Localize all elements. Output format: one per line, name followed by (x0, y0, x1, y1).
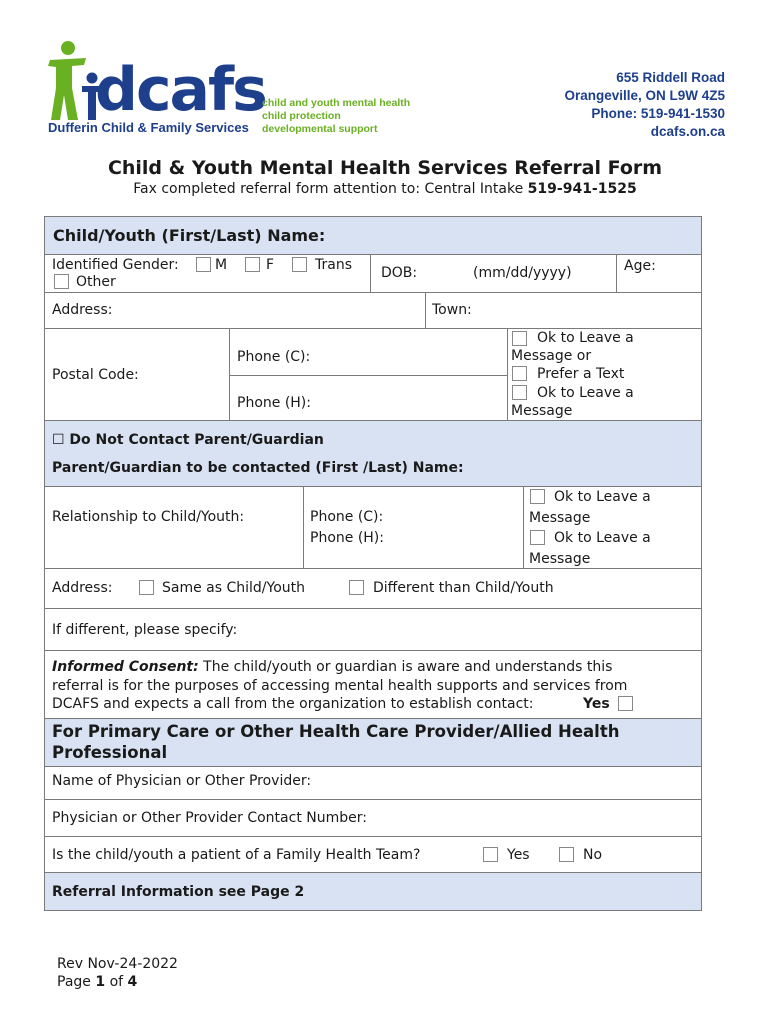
parent-address-label: Address: (52, 580, 113, 596)
fht-no-label: No (583, 847, 603, 863)
address-line-1: 655 Riddell Road (616, 70, 725, 85)
physician-name-field[interactable]: Name of Physician or Other Provider: (52, 773, 312, 789)
provider-heading-1: For Primary Care or Other Health Care Provider/Allied Health (52, 722, 620, 741)
consent-text-2: referral is for the purposes of accessing mental health supports and services from (52, 678, 628, 694)
gender-other-label: Other (76, 274, 116, 290)
child-address-field[interactable]: Address: (52, 302, 113, 318)
child-prefer-text-checkbox[interactable] (512, 366, 527, 381)
parent-message-label: Message (529, 510, 591, 526)
consent-yes-checkbox[interactable] (618, 696, 633, 711)
child-message-label: Message (511, 403, 573, 419)
parent-ok-leave-2-label: Ok to Leave a (554, 530, 651, 546)
physician-contact-field[interactable]: Physician or Other Provider Contact Number: (52, 810, 367, 826)
dob-field[interactable]: (mm/dd/yyyy) (473, 265, 572, 281)
page-number (57, 973, 137, 991)
form-title: Child & Youth Mental Health Services Referral Form (107, 157, 663, 179)
parent-message-2-label: Message (529, 551, 591, 567)
gender-other-checkbox[interactable] (54, 274, 69, 289)
age-field[interactable]: Age: (624, 258, 656, 274)
gender-label: Identified Gender: (52, 257, 179, 273)
same-as-child-label: Same as Child/Youth (162, 580, 306, 596)
child-ok-leave-label: Ok to Leave a (537, 330, 634, 346)
fht-yes-label: Yes (507, 847, 530, 863)
gender-f-checkbox[interactable] (245, 257, 260, 272)
parent-phone-home-field[interactable]: Phone (H): (310, 530, 384, 546)
if-different-field[interactable]: If different, please specify: (52, 622, 238, 638)
address-line-2: Orangeville, ON L9W 4Z5 (564, 88, 725, 103)
gender-m-checkbox[interactable] (196, 257, 211, 272)
do-not-contact-checkbox[interactable]: ☐ Do Not Contact Parent/Guardian (52, 432, 324, 448)
logo-wordmark: dcafs (95, 55, 266, 125)
child-phone-cell-field[interactable]: Phone (C): (237, 349, 311, 365)
child-name-label: Child/Youth (First/Last) Name: (53, 226, 326, 245)
parent-ok-leave-message-checkbox[interactable] (530, 489, 545, 504)
different-address-checkbox[interactable] (349, 580, 364, 595)
fax-instruction (0, 181, 770, 197)
child-message-or-label: Message or (511, 348, 592, 364)
referral-form-table (44, 216, 702, 911)
phone-line: Phone: 519-941-1530 (591, 106, 725, 121)
page-prefix: Page (57, 974, 91, 990)
child-ok-leave-message-checkbox[interactable] (512, 331, 527, 346)
page-current: 1 (95, 974, 106, 990)
parent-ok-leave-label: Ok to Leave a (554, 489, 651, 505)
organization-name: Dufferin Child & Family Services (48, 120, 249, 135)
fax-prefix: Fax completed referral form attention to: Central Intake (133, 181, 524, 197)
revision-date: Rev Nov-24-2022 (57, 956, 178, 972)
same-as-child-checkbox[interactable] (139, 580, 154, 595)
child-prefer-text-label: Prefer a Text (537, 366, 625, 382)
gender-trans-label: Trans (315, 257, 352, 273)
gender-f-label: F (266, 257, 275, 273)
fax-number: 519-941-1525 (527, 181, 637, 197)
tagline-1: child and youth mental health (262, 97, 411, 109)
postal-code-field[interactable]: Postal Code: (52, 367, 139, 383)
tagline-3: developmental support (262, 123, 378, 135)
dob-label: DOB: (381, 265, 418, 281)
page-total: 4 (127, 974, 138, 990)
consent-line-1 (52, 658, 612, 677)
fht-yes-checkbox[interactable] (483, 847, 498, 862)
page-of: of (109, 974, 124, 990)
tagline-2: child protection (262, 110, 341, 122)
fht-no-checkbox[interactable] (559, 847, 574, 862)
consent-text-1: The child/youth or guardian is aware and understands this (203, 659, 613, 675)
consent-label: Informed Consent: (52, 659, 199, 675)
parent-name-label: Parent/Guardian to be contacted (First /Last) Name: (52, 460, 464, 476)
different-address-label: Different than Child/Youth (373, 580, 554, 596)
provider-heading-2: Professional (52, 743, 168, 762)
gender-m-label: M (215, 257, 228, 273)
gender-trans-checkbox[interactable] (292, 257, 307, 272)
consent-text-3: DCAFS and expects a call from the organization to establish contact: (52, 696, 534, 712)
parent-phone-cell-field[interactable]: Phone (C): (310, 509, 384, 525)
relationship-field[interactable]: Relationship to Child/Youth: (52, 509, 245, 525)
child-town-field[interactable]: Town: (432, 302, 472, 318)
consent-yes-label: Yes (583, 696, 610, 712)
parent-ok-leave-message-2-checkbox[interactable] (530, 530, 545, 545)
child-ok-leave-2-label: Ok to Leave a (537, 385, 634, 401)
child-phone-home-field[interactable]: Phone (H): (237, 395, 311, 411)
referral-info-label: Referral Information see Page 2 (52, 884, 305, 900)
family-health-team-question: Is the child/youth a patient of a Family Health Team? (52, 847, 421, 863)
child-ok-leave-message-2-checkbox[interactable] (512, 385, 527, 400)
website-link[interactable]: dcafs.on.ca (650, 124, 725, 139)
